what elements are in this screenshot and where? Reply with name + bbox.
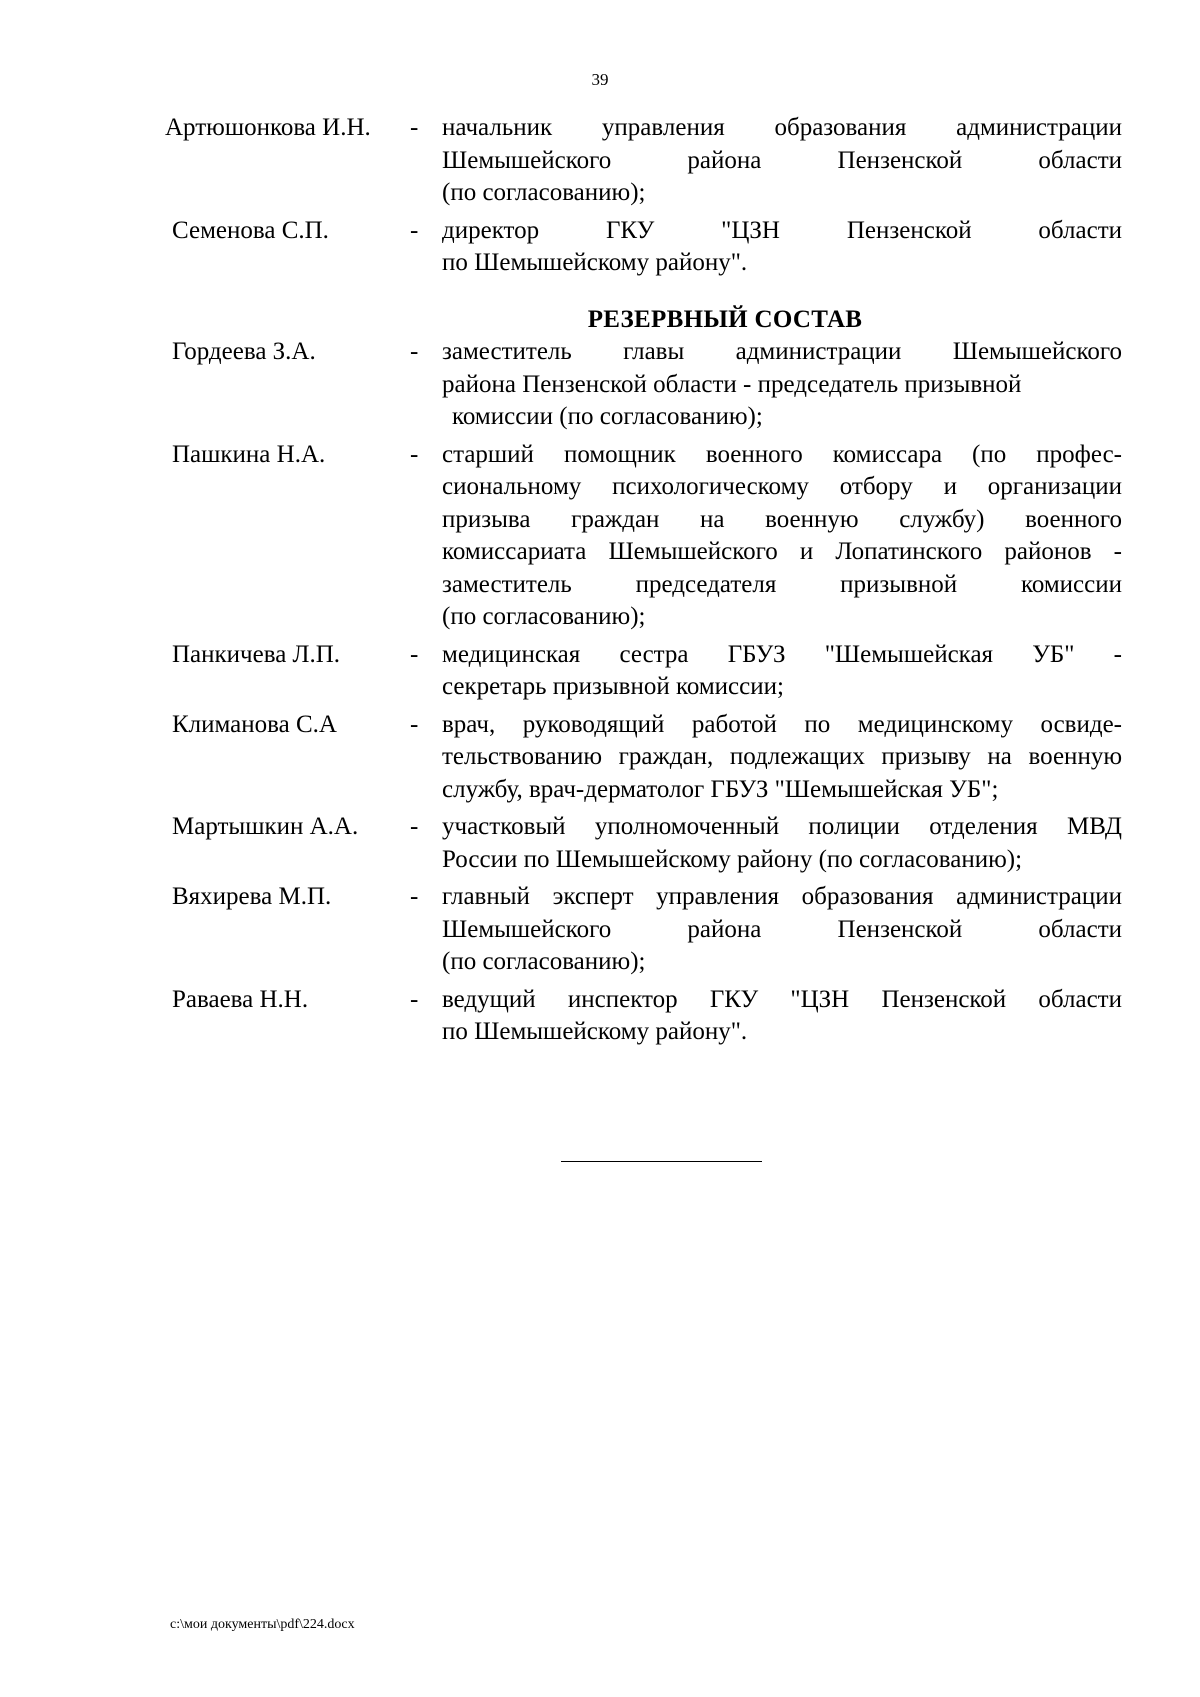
member-name: Семенова С.П.: [172, 216, 329, 244]
position-line: по Шемышейскому району".: [442, 249, 748, 276]
position-line: врач, руководящий работой по медицинскому освиде-: [442, 710, 1122, 738]
position-line: Шемышейского района Пензенской области: [442, 915, 1122, 943]
dash-separator: -: [410, 440, 419, 468]
position-line: Шемышейского района Пензенской области: [442, 146, 1122, 174]
list-item: [170, 639, 1130, 704]
member-position: [442, 881, 1122, 979]
list-item: [170, 984, 1130, 1049]
member-name: Панкичева Л.П.: [172, 640, 341, 668]
position-line: старший помощник военного комиссара (по профес-: [442, 440, 1122, 468]
position-line: начальник управления образования администрации: [442, 114, 1122, 141]
section-title: РЕЗЕРВНЫЙ СОСТАВ: [587, 305, 863, 333]
member-name: Гордеева З.А.: [172, 338, 316, 365]
member-position: [442, 639, 1122, 704]
list-item: [170, 215, 1130, 280]
dash-separator: -: [410, 985, 419, 1013]
dash-separator: -: [410, 640, 419, 668]
dash-separator: -: [410, 216, 419, 244]
position-line: службу, врач-дерматолог ГБУЗ "Шемышейская УБ";: [442, 775, 999, 803]
member-position: [442, 215, 1122, 280]
position-line: района Пензенской области - председатель призывной: [442, 370, 1022, 398]
position-line: заместитель главы администрации Шемышейского: [442, 338, 1122, 365]
position-line: (по согласованию);: [442, 948, 646, 975]
position-line: комиссии (по согласованию);: [452, 403, 763, 430]
member-position: [442, 709, 1122, 807]
list-item: [170, 336, 1130, 434]
position-line: по Шемышейскому району".: [442, 1018, 748, 1045]
position-line: (по согласованию);: [442, 603, 646, 630]
position-line: тельствованию граждан, подлежащих призыву на военную: [442, 743, 1122, 770]
dash-separator: -: [410, 114, 419, 141]
member-position: [442, 112, 1122, 210]
closing-separator-line: [561, 1161, 762, 1162]
member-name: Климанова С.А: [172, 710, 337, 738]
position-line: сиональному психологическому отбору и организации: [442, 473, 1122, 500]
dash-separator: -: [410, 710, 419, 738]
footer-file-path: c:\мои документы\pdf\224.docx: [170, 1617, 355, 1632]
dash-separator: -: [410, 338, 419, 365]
list-item: [170, 811, 1130, 876]
position-line: ведущий инспектор ГКУ "ЦЗН Пензенской области: [442, 985, 1122, 1013]
member-name: Мартышкин А.А.: [172, 813, 359, 840]
list-item: [165, 112, 1130, 210]
position-line: (по согласованию);: [442, 179, 646, 206]
member-name: Вяхирева М.П.: [172, 883, 332, 910]
list-item: [170, 709, 1130, 807]
position-line: директор ГКУ "ЦЗН Пензенской области: [442, 216, 1122, 244]
member-position: [442, 984, 1122, 1049]
dash-separator: -: [410, 813, 419, 840]
document-body: [165, 112, 1130, 1054]
member-position: [442, 811, 1122, 876]
position-line: участковый уполномоченный полиции отделения МВД: [442, 813, 1122, 840]
position-line: заместитель председателя призывной комиссии: [442, 570, 1122, 598]
position-line: секретарь призывной комиссии;: [442, 673, 784, 700]
dash-separator: -: [410, 883, 419, 910]
position-line: главный эксперт управления образования администрации: [442, 883, 1122, 910]
member-name: Раваева Н.Н.: [172, 985, 309, 1013]
list-item: [170, 881, 1130, 979]
page-number: 39: [591, 70, 609, 89]
position-line: комиссариата Шемышейского и Лопатинского районов -: [442, 538, 1122, 565]
list-item: [170, 439, 1130, 634]
member-position: [442, 336, 1122, 434]
position-line: медицинская сестра ГБУЗ "Шемышейская УБ" -: [442, 640, 1122, 668]
member-position: [442, 439, 1122, 634]
position-line: России по Шемышейскому району (по согласованию);: [442, 845, 1023, 873]
member-name: Пашкина Н.А.: [172, 440, 326, 468]
position-line: призыва граждан на военную службу) военного: [442, 505, 1122, 533]
member-name: Артюшонкова И.Н.: [165, 114, 371, 141]
